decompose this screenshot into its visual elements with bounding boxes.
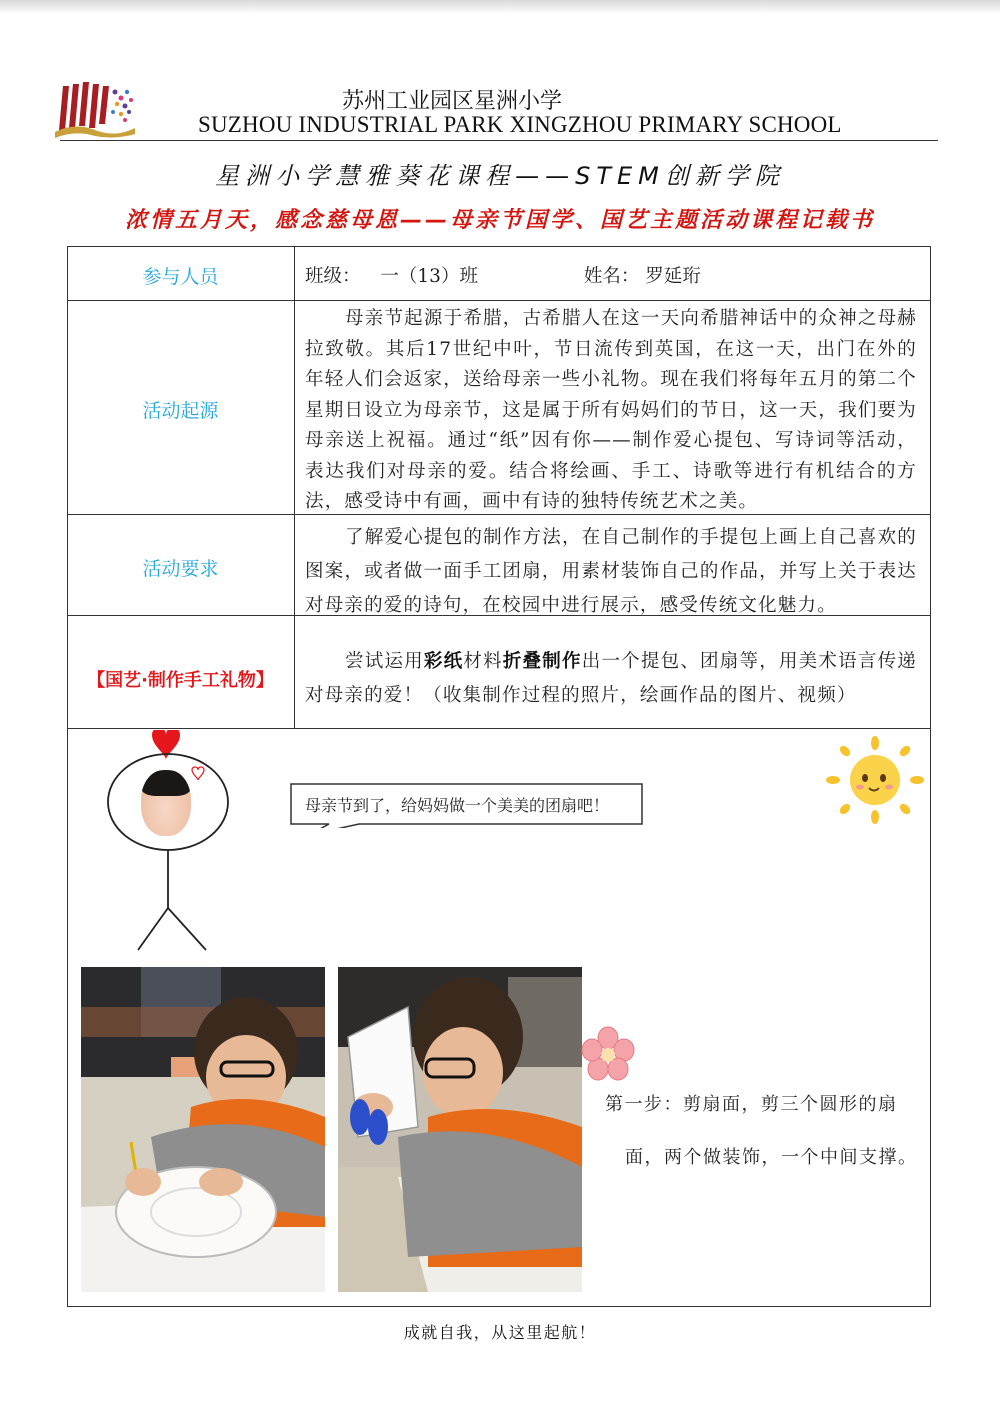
name-label: 姓名： <box>583 266 640 287</box>
row-divider <box>67 300 931 301</box>
footer-slogan: 成就自我，从这里起航！ <box>403 1323 597 1342</box>
column-divider <box>294 246 295 728</box>
school-name-cn: 苏州工业园区星洲小学 <box>342 89 563 114</box>
theme-title: 浓情五月天，感念慈母恩——母亲节国学、国艺主题活动课程记载书 <box>124 208 875 233</box>
school-name-en: SUZHOU INDUSTRIAL PARK XINGZHOU PRIMARY SCHOOL <box>198 112 842 137</box>
row-divider <box>67 728 931 729</box>
school-logo <box>55 78 137 140</box>
craft-label: 【国艺·制作手工礼物】 <box>87 670 274 691</box>
photo-cutting-paper <box>338 967 582 1292</box>
photo-tracing-circle <box>81 967 325 1292</box>
craft-text-e: 出一个提包、团扇等，用美术语言传递对母亲的爱！（收集制作过程的照片，绘画作品的图片、视频） <box>305 651 917 706</box>
top-shadow <box>0 0 1000 14</box>
requirement-label: 活动要求 <box>142 558 219 580</box>
class-value: 一（13）班 <box>380 266 478 287</box>
child-face-photo <box>141 770 191 836</box>
small-heart-icon <box>192 767 204 780</box>
flower-icon <box>580 1026 636 1082</box>
craft-text-d: 折叠制作 <box>502 651 582 672</box>
header-divider <box>60 140 938 141</box>
requirement-text: 了解爱心提包的制作方法，在自己制作的手提包上画上自己喜欢的图案，或者做一面手工团扇，用素材装饰自己的作品，并写上关于表达对母亲的爱的诗句，在校园中进行展示，感受传统文化魅力。 <box>305 527 917 616</box>
origin-label: 活动起源 <box>142 400 219 422</box>
speech-text: 母亲节到了，给妈妈做一个美美的团扇吧！ <box>305 796 610 815</box>
craft-text <box>305 645 917 713</box>
craft-text-c: 材料 <box>463 651 503 672</box>
origin-text: 母亲节起源于希腊，古希腊人在这一天向希腊神话中的众神之母赫拉致敬。其后17世纪中叶，节日流传到英国，在这一天，出门在外的年轻人们会返家，送给母亲一些小礼物。现在我们将每年五月的第二个星期日设立为母亲节，这是属于所有妈妈们的节日，这一天，我们要为母亲送上祝福。通过“纸”因有你——制作爱心提包、写诗词等活动，表达我们对母亲的爱。结合将绘画、手工、诗歌等进行有机结合的方法，感受诗中有画，画中有诗的独特传统艺术之美。 <box>305 308 917 512</box>
participants-label: 参与人员 <box>142 266 219 288</box>
participants-info <box>305 262 701 288</box>
name-value: 罗延珩 <box>645 266 701 287</box>
sun-icon <box>825 735 925 825</box>
course-title: 星洲小学慧雅葵花课程——STEM创新学院 <box>215 162 785 190</box>
craft-text-b: 彩纸 <box>423 651 464 672</box>
craft-text-a: 尝试运用 <box>345 651 424 672</box>
step-one-line1: 第一步：剪扇面，剪三个圆形的扇 <box>605 1094 898 1115</box>
step-one-line2: 面，两个做装饰，一个中间支撑。 <box>625 1147 918 1168</box>
stick-figure <box>100 730 240 960</box>
class-label: 班级： <box>305 266 361 287</box>
